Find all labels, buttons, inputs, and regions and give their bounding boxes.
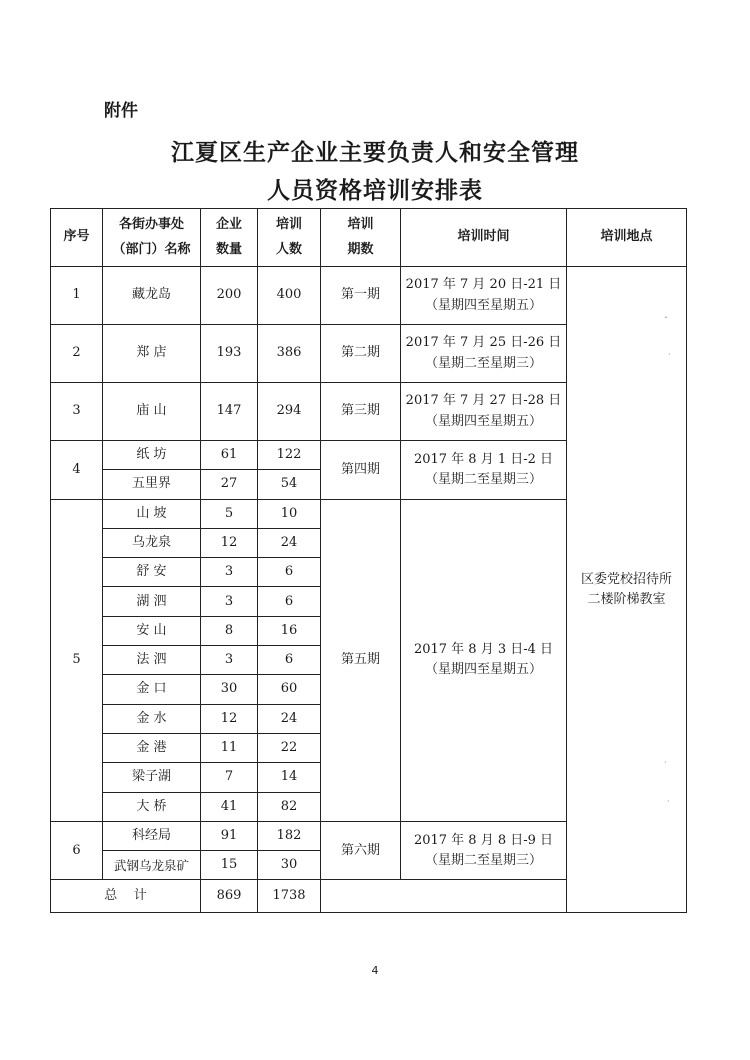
seq-cell: 2 — [51, 325, 103, 383]
enterprise-count-cell: 3 — [201, 558, 258, 587]
time-cell: 2017 年 8 月 3 日-4 日 （星期四至星期五） — [401, 499, 567, 821]
time-cell: 2017 年 7 月 25 日-26 日 （星期二至星期三） — [401, 325, 567, 383]
table-row — [51, 267, 687, 325]
dept-name-cell: 乌龙泉 — [103, 528, 201, 557]
total-empty-cell — [321, 880, 687, 913]
dept-name-cell: 纸 坊 — [103, 441, 201, 470]
trainee-count-cell: 82 — [258, 792, 321, 821]
trainee-count-cell: 294 — [258, 383, 321, 441]
trainee-count-cell: 30 — [258, 851, 321, 880]
session-cell: 第三期 — [321, 383, 401, 441]
session-cell: 第一期 — [321, 267, 401, 325]
trainee-count-cell: 10 — [258, 499, 321, 528]
dept-name-cell: 五里界 — [103, 470, 201, 499]
session-cell: 第二期 — [321, 325, 401, 383]
dept-name-cell: 武钢乌龙泉矿 — [103, 851, 201, 880]
time-cell: 2017 年 8 月 1 日-2 日 （星期二至星期三） — [401, 441, 567, 500]
header-seq: 序号 — [51, 209, 103, 267]
seq-cell: 5 — [51, 499, 103, 821]
enterprise-count-cell: 3 — [201, 587, 258, 616]
total-label: 总 计 — [51, 880, 201, 913]
dept-name-cell: 科经局 — [103, 821, 201, 850]
header-dept: 各街办事处 （部门）名称 — [103, 209, 201, 267]
total-enterprises: 869 — [201, 880, 258, 913]
document-title-line2: 人员资格培训安排表 — [267, 177, 483, 204]
dept-name-cell: 郑 店 — [103, 325, 201, 383]
trainee-count-cell: 24 — [258, 528, 321, 557]
enterprise-count-cell: 11 — [201, 733, 258, 762]
enterprise-count-cell: 5 — [201, 499, 258, 528]
enterprise-count-cell: 41 — [201, 792, 258, 821]
dept-name-cell: 安 山 — [103, 616, 201, 645]
dept-name-cell: 金 水 — [103, 704, 201, 733]
trainee-count-cell: 400 — [258, 267, 321, 325]
trainee-count-cell: 386 — [258, 325, 321, 383]
session-cell: 第六期 — [321, 821, 401, 880]
page-number: 4 — [371, 964, 379, 977]
time-cell: 2017 年 7 月 27 日-28 日 （星期四至星期五） — [401, 383, 567, 441]
scan-speck: · — [664, 758, 667, 767]
dept-name-cell: 山 坡 — [103, 499, 201, 528]
trainee-count-cell: 14 — [258, 763, 321, 792]
session-cell: 第四期 — [321, 441, 401, 500]
total-trainees: 1738 — [258, 880, 321, 913]
enterprise-count-cell: 12 — [201, 528, 258, 557]
enterprise-count-cell: 8 — [201, 616, 258, 645]
location-cell: 区委党校招待所 二楼阶梯教室 — [567, 267, 687, 913]
scan-speck: · — [667, 797, 670, 806]
enterprise-count-cell: 147 — [201, 383, 258, 441]
dept-name-cell: 庙 山 — [103, 383, 201, 441]
enterprise-count-cell: 27 — [201, 470, 258, 499]
dept-name-cell: 湖 泗 — [103, 587, 201, 616]
seq-cell: 6 — [51, 821, 103, 880]
dept-name-cell: 舒 安 — [103, 558, 201, 587]
trainee-count-cell: 6 — [258, 587, 321, 616]
time-cell: 2017 年 8 月 8 日-9 日 （星期二至星期三） — [401, 821, 567, 880]
time-cell: 2017 年 7 月 20 日-21 日 （星期四至星期五） — [401, 267, 567, 325]
enterprise-count-cell: 61 — [201, 441, 258, 470]
enterprise-count-cell: 15 — [201, 851, 258, 880]
document-title-line1: 江夏区生产企业主要负责人和安全管理 — [171, 139, 579, 166]
session-cell: 第五期 — [321, 499, 401, 821]
table-header-row — [51, 209, 687, 267]
header-trainees: 培训 人数 — [258, 209, 321, 267]
header-location: 培训地点 — [567, 209, 687, 267]
enterprise-count-cell: 3 — [201, 646, 258, 675]
trainee-count-cell: 6 — [258, 558, 321, 587]
enterprise-count-cell: 7 — [201, 763, 258, 792]
enterprise-count-cell: 12 — [201, 704, 258, 733]
trainee-count-cell: 6 — [258, 646, 321, 675]
trainee-count-cell: 24 — [258, 704, 321, 733]
dept-name-cell: 金 口 — [103, 675, 201, 704]
dept-name-cell: 藏龙岛 — [103, 267, 201, 325]
trainee-count-cell: 122 — [258, 441, 321, 470]
trainee-count-cell: 60 — [258, 675, 321, 704]
header-time: 培训时间 — [401, 209, 567, 267]
enterprise-count-cell: 91 — [201, 821, 258, 850]
enterprise-count-cell: 193 — [201, 325, 258, 383]
seq-cell: 3 — [51, 383, 103, 441]
total-row — [51, 880, 687, 913]
training-schedule-table — [50, 208, 687, 913]
trainee-count-cell: 182 — [258, 821, 321, 850]
header-session: 培训 期数 — [321, 209, 401, 267]
attachment-label: 附件 — [104, 101, 138, 121]
header-enterprises: 企业 数量 — [201, 209, 258, 267]
trainee-count-cell: 22 — [258, 733, 321, 762]
dept-name-cell: 法 泗 — [103, 646, 201, 675]
dept-name-cell: 大 桥 — [103, 792, 201, 821]
scan-speck: ˆ — [664, 316, 668, 325]
enterprise-count-cell: 30 — [201, 675, 258, 704]
dept-name-cell: 梁子湖 — [103, 763, 201, 792]
scan-speck: · — [668, 350, 671, 359]
dept-name-cell: 金 港 — [103, 733, 201, 762]
enterprise-count-cell: 200 — [201, 267, 258, 325]
trainee-count-cell: 54 — [258, 470, 321, 499]
seq-cell: 1 — [51, 267, 103, 325]
trainee-count-cell: 16 — [258, 616, 321, 645]
seq-cell: 4 — [51, 441, 103, 500]
